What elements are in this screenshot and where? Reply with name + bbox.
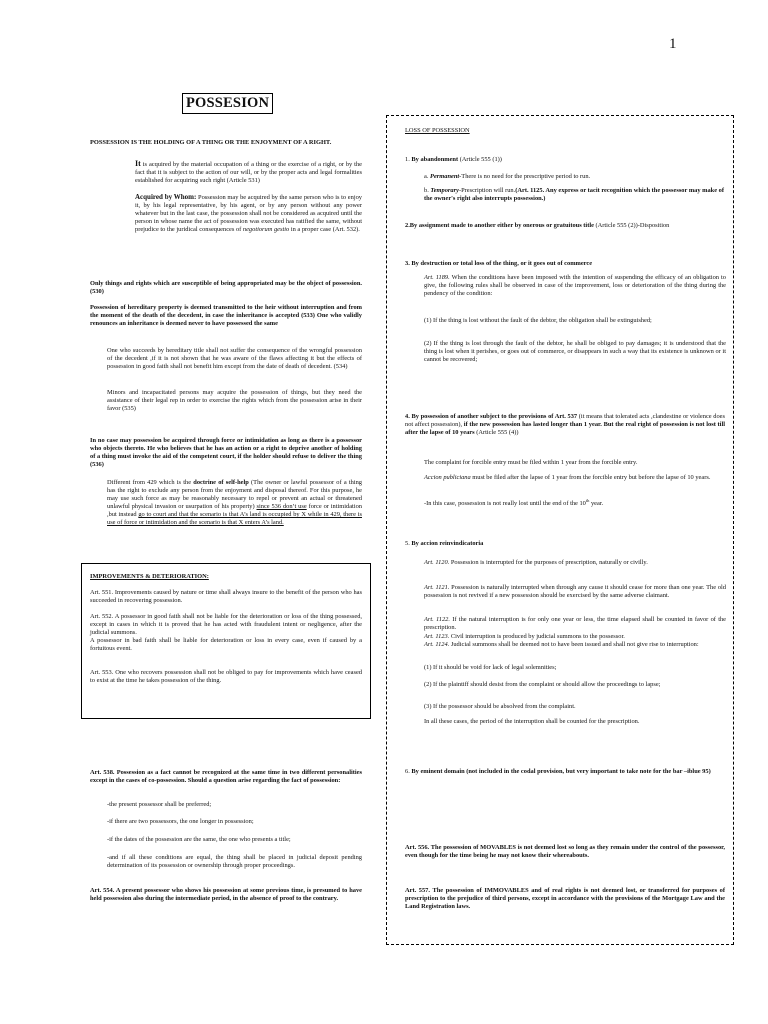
abandonment-temporary xyxy=(424,187,724,203)
art1124-label: Art. 1124. xyxy=(424,641,450,648)
loss-by-possession-of-another xyxy=(405,413,725,437)
s6-num: 6. xyxy=(405,768,412,775)
s1a-rest: -There is no need for the prescriptive period to run. xyxy=(459,173,591,180)
s1-bold: By abandonment xyxy=(411,156,459,163)
self-help-underlined-2: go to court and that the scenario is that A’s land is occupied by X while in 429, there is use of force or intimidation and the scenario is that X enters A’s land. xyxy=(107,511,362,527)
art1122-label: Art. 1122. xyxy=(424,616,450,623)
acquired-text: is acquired by the material occupation of a thing or the exercise of a right, or by the fact that it is subject to the action of our will, or by the proper acts and legal formalities established for acquiring such right (Article 531) xyxy=(135,161,362,185)
art554-paragraph: Art. 554. A present possessor who shows his possession at some previous time, is presumed to have held possession also during the intermediate period, in the absence of proof to the contrary. xyxy=(90,887,362,903)
art1123-text: Civil interruption is produced by judicial summons to the possessor. xyxy=(449,633,625,640)
s1b-rest: -Prescription will run. xyxy=(458,187,516,194)
art1123-label: Art. 1123. xyxy=(424,633,450,640)
art538-item-1: -the present possessor shall be preferred; xyxy=(107,801,212,808)
loss-of-possession-heading: LOSS OF POSSESSION xyxy=(405,127,470,134)
only-things-paragraph: Only things and rights which are susceptible of being appropriated may be the object of possession.(530) xyxy=(90,280,362,296)
s1b-bold: (Art. 1125. Any express or tacit recognition which the possessor may make of the owner's right also interrupts possession.) xyxy=(424,187,725,203)
s5-bold: By accion reinvindicatoria xyxy=(411,540,484,547)
abandonment-permanent xyxy=(424,173,724,181)
s6-bold: By eminent domain (not included in the codal provision, but very important to take note for the bar –iblue 95) xyxy=(411,768,711,775)
s4-bold-2: if the new possession has lasted longer than 1 year. But the real right of possession is not lost till after the lapse of 10 years xyxy=(405,421,725,437)
art1120-text: Possession is interrupted for the purposes of prescription, naturally or civilly. xyxy=(449,559,648,566)
art1120 xyxy=(424,559,726,567)
page-title: POSSESION xyxy=(182,93,273,114)
art538-item-2: -if there are two possessors, the one longer in possession; xyxy=(107,818,254,825)
art1122 xyxy=(424,616,726,632)
hereditary-paragraph: Possession of hereditary property is deemed transmitted to the heir without interruption and from the moment of the death of the decedent, in case the inheritance is accepted (533) One who validly renounces an inheritance is deemed never to have possessed the same xyxy=(90,304,362,328)
acquired-by-whom-paragraph xyxy=(135,193,362,234)
s1b-pre: b. xyxy=(424,187,431,194)
tenth-year-note xyxy=(424,497,726,508)
s4-bold-1: 4. By possession of another subject to the provisions of Art. 537 xyxy=(405,413,578,420)
tenth-year-sup: th xyxy=(585,498,590,503)
loss-by-accion-reinvindicatoria xyxy=(405,540,725,548)
intro-heading: POSSESSION IS THE HOLDING OF A THING OR THE ENJOYMENT OF A RIGHT. xyxy=(90,139,332,146)
art1124-item-2: (2) If the plaintiff should desist from the complaint or should allow the proceedings to lapse; xyxy=(424,681,661,688)
acquired-by-whom-label: Acquired by Whom: xyxy=(135,193,197,201)
art557-paragraph: Art. 557. The possession of IMMOVABLES and of real rights is not deemed lost, or transferred for purposes of prescription to the prejudice of third persons, except in accordance with the provisions of the Mortgage Law and the Land Registration laws. xyxy=(405,887,725,911)
self-help-underlined-1: since 536 don’t use xyxy=(256,503,307,511)
art1121-text: Possession is naturally interrupted when through any cause it should cease for more than one year. The old possession is not revived if a new possession should be exercised by the same adverse claimant. xyxy=(424,584,726,600)
s1a-pre: a. xyxy=(424,173,431,180)
art1124 xyxy=(424,641,726,649)
whom-text-1: Possession may be acquired by the same person who is to enjoy it, by his legal representative, by his agent, or by any person without any power whatever but in the last case, the possession shall not be considered as acquired until the person in whose name the act of possession was executed has ratified the same, without prejudice to the juridical consequences of xyxy=(135,194,362,234)
loss-by-abandonment xyxy=(405,156,725,164)
improvements-art552: Art. 552. A possessor in good faith shall not be liable for the deterioration or loss of the thing possessed, except in cases in which it is proved that he has acted with fraudulent intent or negligence, after the judicial summons. xyxy=(90,613,362,637)
self-help-bold: doctrine of self-help xyxy=(193,479,249,486)
s1b-bold-italic: Temporary xyxy=(430,187,459,194)
improvements-art553: Art. 553. One who recovers possession shall not be obliged to pay for improvements which have ceased to exist at the time he takes possession of the thing. xyxy=(90,669,362,685)
s5-num: 5. xyxy=(405,540,412,547)
art538-item-3: -if the dates of the possession are the same, the one who presents a title; xyxy=(107,836,291,843)
accion-publiciana-note xyxy=(424,474,726,482)
accion-publiciana-label: Accion publiciana xyxy=(424,474,471,481)
acquired-lead: It xyxy=(135,159,141,168)
improvements-heading: IMPROVEMENTS & DETERIORATION: xyxy=(90,573,209,580)
loss-by-assignment xyxy=(405,222,725,230)
art538-item-4: -and if all these conditions are equal, the thing shall be placed in judicial deposit pending determination of its possession or ownership through proper proceedings. xyxy=(107,854,362,870)
art538-paragraph: Art. 538. Possession as a fact cannot be recognized at the same time in two different personalities except in the cases of co-possession. Should a question arise regarding the fact of possession: xyxy=(90,769,362,785)
art1189 xyxy=(424,274,726,298)
successor-paragraph: One who succeeds by hereditary title shall not suffer the consequence of the wrongful possession of the decedent ,if it is not shown that he was aware of the flaws affecting it but the effects of possession in good faith shall not benefit him except from the date of death of decedent. (534) xyxy=(107,347,362,371)
page-number: 1 xyxy=(669,36,677,52)
s1-rest: (Article 555 (1)) xyxy=(458,156,502,163)
loss-by-eminent-domain xyxy=(405,768,725,776)
art1124-text: Judicial summons shall be deemed not to have been issued and shall not give rise to interruption: xyxy=(449,641,699,648)
art1189-text: When the conditions have been imposed with the intention of suspending the efficacy of an obligation to give, the following rules shall be observed in case of the improvement, loss or deterioration of the thing during the pendency of the condition: xyxy=(424,274,727,298)
art1120-label: Art. 1120. xyxy=(424,559,450,566)
improvements-art552-bad-faith: A possessor in bad faith shall be liable for deterioration or loss in every case, even if caused by a fortuitous event. xyxy=(90,637,362,653)
art1124-item-1: (1) If it should be void for lack of legal solemnities; xyxy=(424,664,557,671)
art1124-item-3: (3) If the possessor should be absolved from the complaint. xyxy=(424,703,576,710)
no-case-paragraph: In no case may possession be acquired through force or intimidation as long as there is a possessor who objects thereto. He who believes that he has an action or a right to deprive another of holding of a thing must invoke the aid of the competent court, if the holder should refuse to deliver the thing (536) xyxy=(90,437,362,469)
whom-text-2: in a proper case (Art. 532). xyxy=(289,226,360,234)
tenth-year-text: -In this case, possession is not really lost until the end of the 10 xyxy=(424,500,586,508)
s4-normal: (it means that tolerated acts ,clandestine or violence does not affect possession), xyxy=(405,413,725,429)
s2-bold: 2.By assignment made to another either by onerous or gratuitous title xyxy=(405,222,594,229)
art1189-item-2: (2) If the thing is lost through the fault of the debtor, he shall be obliged to pay damages; it is understood that the thing is lost when it perishes, or goes out of commerce, or disappears in such a way that its existence is unknown or it cannot be recovered; xyxy=(424,340,726,364)
art556-paragraph: Art. 556. The possession of MOVABLES is not deemed lost so long as they remain under the control of the possessor, even though for the time being he may not know their whereabouts. xyxy=(405,844,725,860)
whom-italic: negotiorum gestio xyxy=(242,226,290,234)
loss-by-destruction: 3. By destruction or total loss of the thing, or it goes out of commerce xyxy=(405,260,593,267)
self-help-text-1: Different from 429 which is the xyxy=(107,479,194,486)
loss-of-possession-box xyxy=(386,115,734,945)
art1124-closing: In all these cases, the period of the interruption shall be counted for the prescription. xyxy=(424,718,640,725)
forcible-entry-note: The complaint for forcible entry must be filed within 1 year from the forcible entry. xyxy=(424,459,638,466)
accion-publiciana-text: must be filed after the lapse of 1 year from the forcible entry but before the lapse of 10 years. xyxy=(470,474,711,481)
art1123 xyxy=(424,633,726,641)
improvements-art551: Art. 551. Improvements caused by nature or time shall always insure to the benefit of the person who has succeeded in recovering possession. xyxy=(90,589,362,605)
s1a-bold-italic: Permanent xyxy=(430,173,460,180)
s1-num: 1. xyxy=(405,156,412,163)
s2-rest: (Article 555 (2))-Disposition xyxy=(593,222,670,229)
art1121-label: Art. 1121. xyxy=(424,584,450,591)
self-help-text-2: (The owner or lawful possessor of a thing has the right to exclude any person from the enjoyment and disposal thereof. For this purpose, he may use such force as may be reasonably necessary to repel or prevent an actual or threatened unlawful physical invasion or usurpation of his property) xyxy=(107,479,363,511)
tenth-year-end: year. xyxy=(589,500,604,508)
art1189-label: Art. 1189. xyxy=(424,274,450,281)
s4-rest: (Article 555 (4)) xyxy=(474,429,519,437)
art1189-item-1: (1) If the thing is lost without the fault of the debtor, the obligation shall be extinguished; xyxy=(424,317,652,324)
art1122-text: If the natural interruption is for only one year or less, the time elapsed shall be counted in favor of the prescription. xyxy=(424,616,727,632)
acquired-paragraph xyxy=(135,160,362,185)
self-help-text-3: force or intimidation ,but instead xyxy=(107,503,362,519)
art1121 xyxy=(424,584,726,600)
minors-paragraph: Minors and incapacitated persons may acquire the possession of things, but they need the assistance of their legal rep in order to exercise the rights which from the possession arise in their favor (535) xyxy=(107,389,362,413)
self-help-paragraph xyxy=(107,479,362,528)
